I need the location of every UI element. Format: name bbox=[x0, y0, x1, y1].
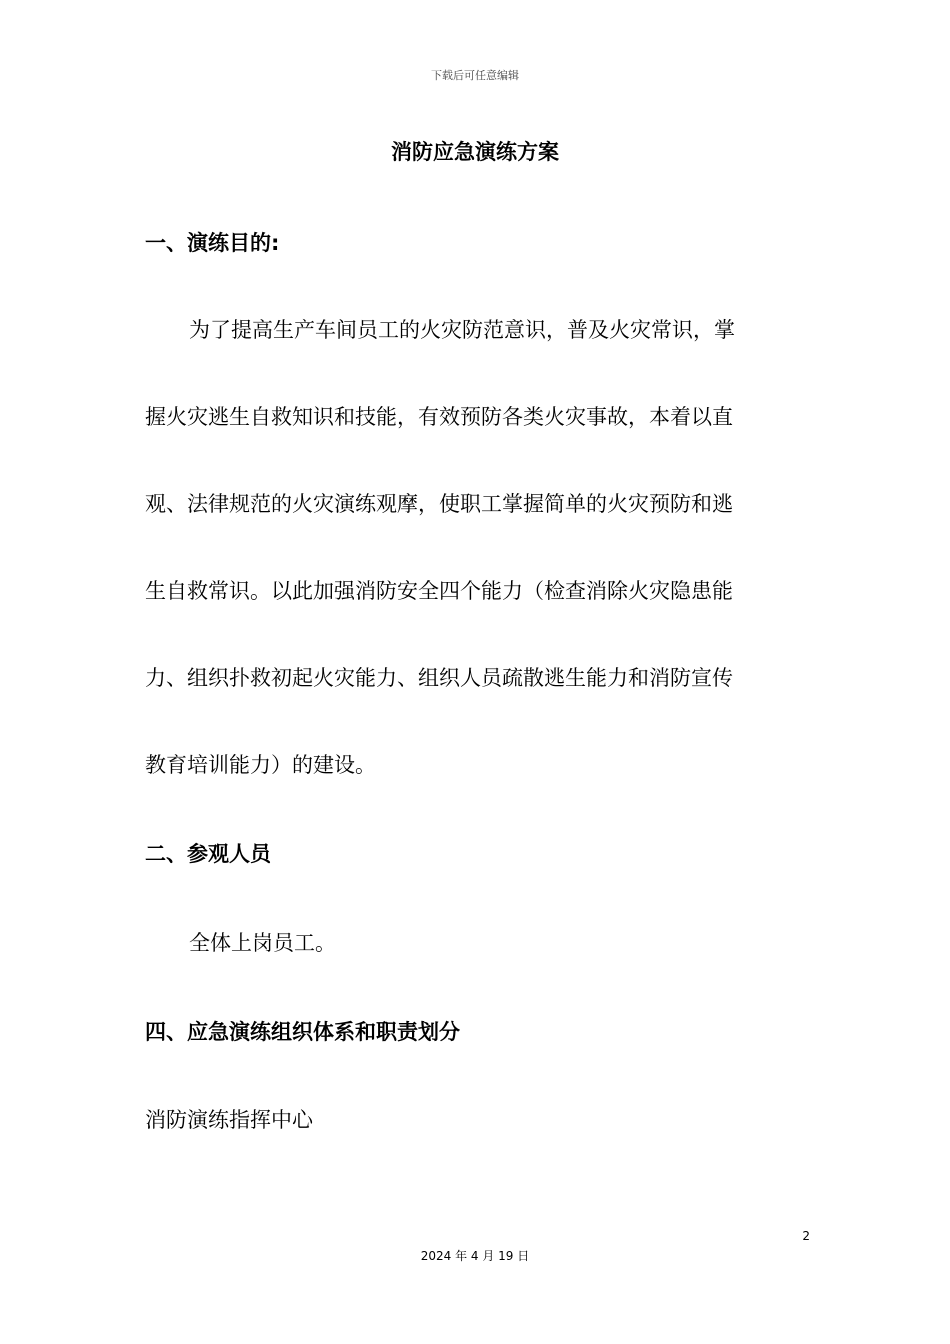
page-number: 2 bbox=[802, 1229, 810, 1243]
paragraph-line-4: 生自救常识。以此加强消防安全四个能力（检查消除火灾隐患能 bbox=[145, 579, 733, 603]
header-note: 下载后可任意编辑 bbox=[431, 69, 519, 82]
visitors-text: 全体上岗员工。 bbox=[189, 931, 336, 955]
section-heading-purpose: 一、演练目的: bbox=[145, 231, 280, 255]
paragraph-line-2: 握火灾逃生自救知识和技能，有效预防各类火灾事故，本着以直 bbox=[145, 405, 733, 429]
paragraph-line-5: 力、组织扑救初起火灾能力、组织人员疏散逃生能力和消防宣传 bbox=[145, 666, 733, 690]
document-title: 消防应急演练方案 bbox=[391, 140, 559, 164]
organization-text: 消防演练指挥中心 bbox=[145, 1108, 313, 1132]
paragraph-line-1: 为了提高生产车间员工的火灾防范意识，普及火灾常识，掌 bbox=[189, 318, 735, 342]
section-heading-organization: 四、应急演练组织体系和职责划分 bbox=[145, 1020, 460, 1044]
paragraph-line-3: 观、法律规范的火灾演练观摩，使职工掌握简单的火灾预防和逃 bbox=[145, 492, 733, 516]
section-heading-visitors: 二、参观人员 bbox=[145, 842, 271, 866]
paragraph-line-6: 教育培训能力）的建设。 bbox=[145, 753, 376, 777]
footer-date: 2024 年 4 月 19 日 bbox=[420, 1249, 530, 1263]
